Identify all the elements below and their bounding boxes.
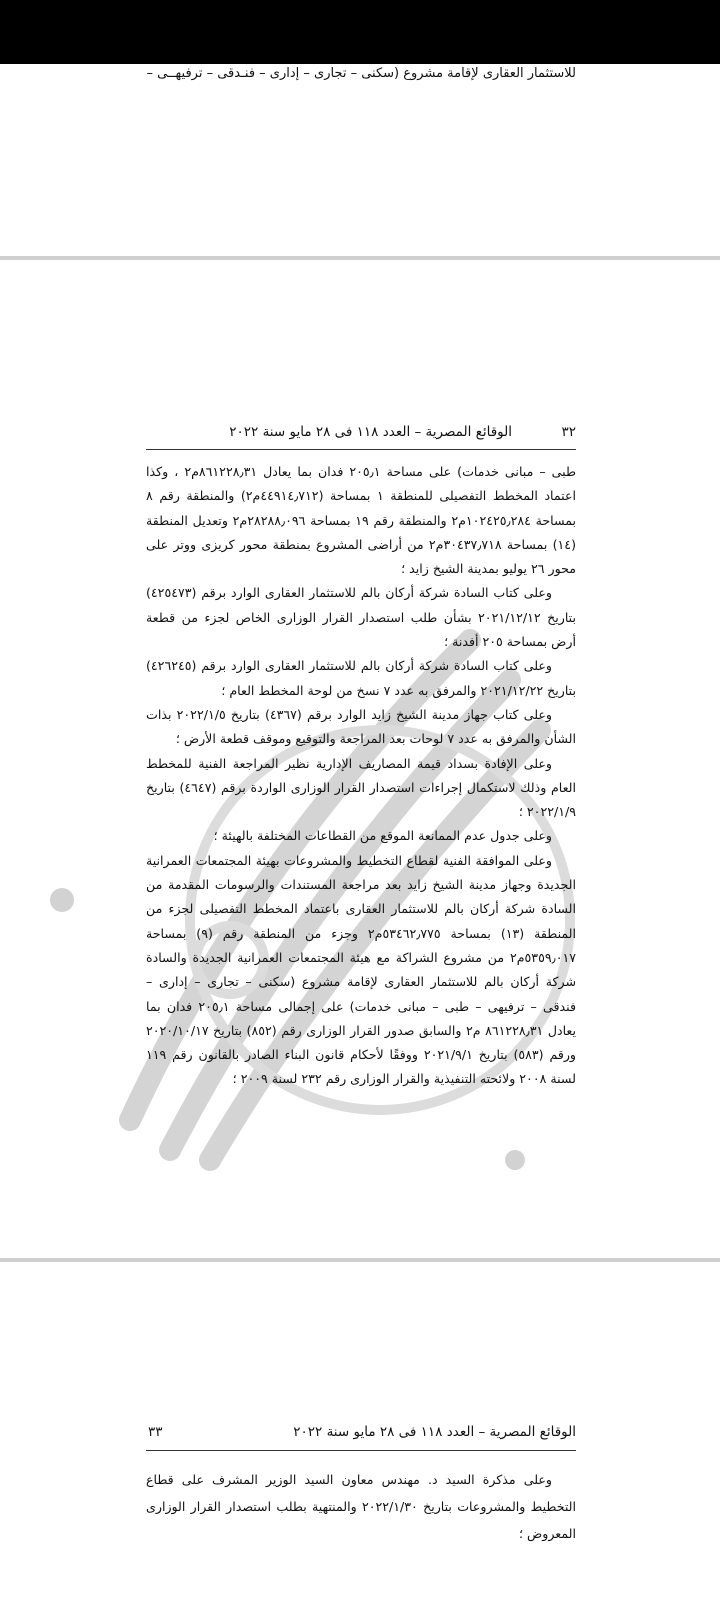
body-paragraph: وعلى جدول عدم الممانعة الموقع من القطاعات المختلفة بالهيئة ؛ [213, 828, 552, 844]
page-33-body [146, 1466, 576, 1547]
body-paragraph: وعلى الإفادة بسداد قيمة المصاريف الإدارية نظير المراجعة الفنية للمخطط العام وذلك لاستكمال إجراءات استصدار القرار الوزارى الواردة برقم (٤٦٤٧) بتاريخ ٢٠٢٢/١/٩ ؛ [146, 755, 576, 820]
gazette-title: الوقائع المصرية – العدد ١١٨ فى ٢٨ مايو سنة ٢٠٢٢ [229, 424, 512, 440]
page-number: ٣٢ [561, 424, 576, 440]
page-number: ٣٣ [148, 1424, 163, 1440]
body-paragraph: طبى – مبانى خدمات) على مساحة ٢٠٥٫١ فدان بما يعادل ٨٦١٢٢٨٫٣١م٢ ، وكذا اعتماد المخطط التفصيلى للمنطقة ١ بمساحة (٤٤٩١٤٫٧١٢م٢) والمنطقة رقم ٨ بمساحة ١٠٢٤٢٥٫٢٨٤م٢ والمنطقة رقم ١٩ بمساحة ٢٨٢٨٨٫٠٩٦م٢ وتعديل المنطقة (١٤) بمساحة ٣٠٤٣٧٫٧١٨م٢ من أراضى المشروع بمنطقة محور كريزى ووتر على محور ٢٦ يوليو بمدينة الشيخ زايد ؛ [146, 464, 576, 577]
body-paragraph: وعلى كتاب السادة شركة أركان بالم للاستثمار العقارى الوارد برقم (٤٢٥٤٧٣) بتاريخ ٢٠٢١/١٢/١٢ بشأن طلب استصدار القرار الوزارى الخاص لجزء من قطعة أرض بمساحة ٢٠٥ أفدنة ؛ [146, 585, 576, 650]
header-rule [146, 1450, 576, 1451]
body-paragraph: وعلى مذكرة السيد د. مهندس معاون السيد الوزير المشرف على قطاع التخطيط والمشروعات بتاريخ ٢٠٢٢/١/٣٠ والمنتهية بطلب استصدار القرار الوزارى المعروض ؛ [146, 1472, 576, 1541]
page-separator [0, 256, 720, 260]
top-black-bar [0, 0, 720, 64]
page-separator [0, 1258, 720, 1262]
header-rule [146, 449, 576, 450]
body-paragraph: وعلى الموافقة الفنية لقطاع التخطيط والمشروعات بهيئة المجتمعات العمرانية الجديدة وجهاز مدينة الشيخ زايد بعد مراجعة المستندات والرسومات المقدمة من السادة شركة أركان بالم للاستثمار العقارى باعتماد المخطط التفصيلى لجزء من المنطقة (١٣) بمساحة ٥٣٤٦٢٫٧٧٥م٢ وجزء من المنطقة رقم (٩) بمساحة ٥٣٥٩٫٠١٧م٢ من مشروع الشراكة مع هيئة المجتمعات العمرانية الجديدة والسادة شركة أركان بالم للاستثمار العقارى لإقامة مشروع (سكنى – تجارى – إدارى – فندقى – ترفيهى – طبى – مبانى خدمات) على إجمالى مساحة ٢٠٥٫١ فدان بما يعادل ٨٦١٢٢٨٫٣١ م٢ والسابق صدور القرار الوزارى رقم (٨٥٢) بتاريخ ٢٠٢٠/١٠/١٧ ورقم (٥٨٣) بتاريخ ٢٠٢١/٩/١ ووفقًا لأحكام قانون البناء الصادر بالقانون رقم ١١٩ لسنة ٢٠٠٨ ولائحته التنفيذية والقرار الوزارى رقم ٢٣٢ لسنة ٢٠٠٩ ؛ [146, 852, 577, 1087]
body-paragraph: وعلى كتاب جهاز مدينة الشيخ زايد الوارد برقم (٤٣٦٧) بتاريخ ٢٠٢٢/١/٥ بذات الشأن والمرفق به عدد ٧ لوحات بعد المراجعة والتوقيع وموقف قطعة الأرض ؛ [146, 706, 576, 747]
body-paragraph: وعلى كتاب السادة شركة أركان بالم للاستثمار العقارى الوارد برقم (٤٢٦٢٤٥) بتاريخ ٢٠٢١/١٢/٢٢ والمرفق به عدد ٧ نسخ من لوحة المخطط العام ؛ [146, 658, 576, 698]
page-32-body [146, 460, 576, 1092]
previous-page-fragment: للاستثمار العقارى لإقامة مشروع (سكنى – تجارى – إدارى – فنـدقى – ترفيهــى – [146, 66, 576, 81]
gazette-title: الوقائع المصرية – العدد ١١٨ فى ٢٨ مايو سنة ٢٠٢٢ [293, 1424, 576, 1440]
